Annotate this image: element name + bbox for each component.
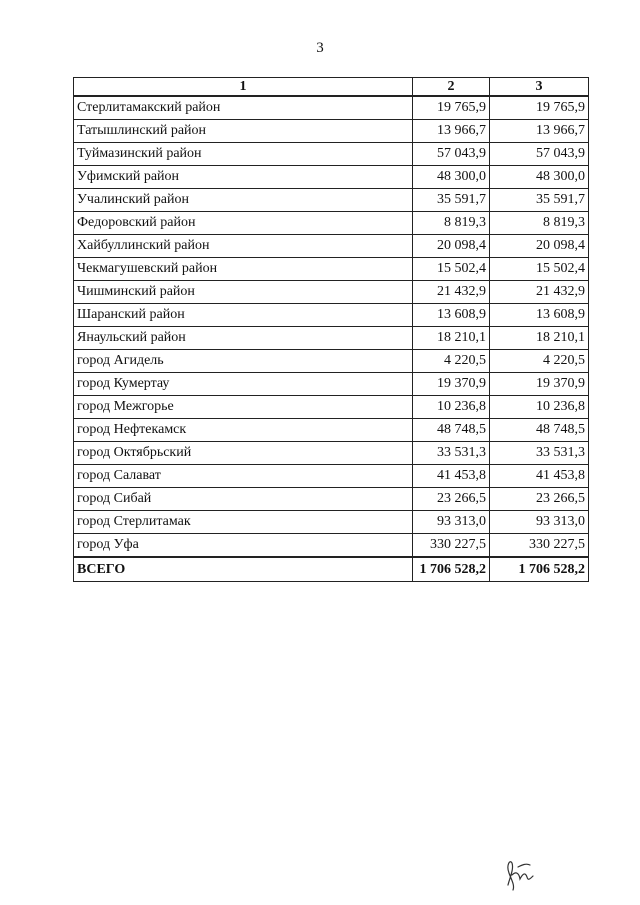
- row-value-col2: 57 043,9: [413, 143, 490, 166]
- row-name: город Межгорье: [74, 396, 413, 419]
- row-value-col2: 35 591,7: [413, 189, 490, 212]
- row-value-col2: 19 765,9: [413, 96, 490, 120]
- table-row: [74, 511, 589, 534]
- row-value-col3: 23 266,5: [490, 488, 589, 511]
- row-name: город Кумертау: [74, 373, 413, 396]
- row-name: Уфимский район: [74, 166, 413, 189]
- table-body: [74, 96, 589, 557]
- table-row: [74, 281, 589, 304]
- row-name: Чекмагушевский район: [74, 258, 413, 281]
- row-value-col3: 8 819,3: [490, 212, 589, 235]
- row-name: Татышлинский район: [74, 120, 413, 143]
- row-name: Туймазинский район: [74, 143, 413, 166]
- row-value-col3: 35 591,7: [490, 189, 589, 212]
- table-row: [74, 120, 589, 143]
- row-value-col3: 19 370,9: [490, 373, 589, 396]
- column-header-1: 1: [74, 78, 413, 97]
- row-value-col3: 330 227,5: [490, 534, 589, 558]
- budget-table: [73, 77, 589, 582]
- table-row: [74, 189, 589, 212]
- row-value-col3: 10 236,8: [490, 396, 589, 419]
- row-value-col3: 20 098,4: [490, 235, 589, 258]
- row-value-col2: 13 608,9: [413, 304, 490, 327]
- row-name: город Салават: [74, 465, 413, 488]
- row-value-col2: 15 502,4: [413, 258, 490, 281]
- row-value-col2: 19 370,9: [413, 373, 490, 396]
- row-value-col2: 10 236,8: [413, 396, 490, 419]
- row-value-col3: 19 765,9: [490, 96, 589, 120]
- table-row: [74, 534, 589, 558]
- row-value-col3: 4 220,5: [490, 350, 589, 373]
- table-row: [74, 235, 589, 258]
- row-value-col3: 21 432,9: [490, 281, 589, 304]
- column-header-3: 3: [490, 78, 589, 97]
- row-value-col3: 33 531,3: [490, 442, 589, 465]
- total-label: ВСЕГО: [74, 557, 413, 582]
- row-name: город Уфа: [74, 534, 413, 558]
- total-value-col3: 1 706 528,2: [490, 557, 589, 582]
- row-name: Янаульский район: [74, 327, 413, 350]
- handwritten-signature: [500, 855, 545, 893]
- table-row: [74, 442, 589, 465]
- table-row: [74, 419, 589, 442]
- table-row: [74, 327, 589, 350]
- row-value-col3: 18 210,1: [490, 327, 589, 350]
- table-row: [74, 304, 589, 327]
- table-row: [74, 166, 589, 189]
- row-name: Хайбуллинский район: [74, 235, 413, 258]
- row-name: Шаранский район: [74, 304, 413, 327]
- table-row: [74, 143, 589, 166]
- row-name: город Стерлитамак: [74, 511, 413, 534]
- row-value-col2: 41 453,8: [413, 465, 490, 488]
- row-value-col2: 48 748,5: [413, 419, 490, 442]
- row-value-col2: 20 098,4: [413, 235, 490, 258]
- row-value-col3: 15 502,4: [490, 258, 589, 281]
- row-value-col3: 93 313,0: [490, 511, 589, 534]
- row-name: Федоровский район: [74, 212, 413, 235]
- row-value-col2: 33 531,3: [413, 442, 490, 465]
- row-name: город Октябрьский: [74, 442, 413, 465]
- row-value-col2: 18 210,1: [413, 327, 490, 350]
- row-value-col2: 13 966,7: [413, 120, 490, 143]
- row-value-col2: 21 432,9: [413, 281, 490, 304]
- row-value-col2: 8 819,3: [413, 212, 490, 235]
- table-row: [74, 373, 589, 396]
- row-value-col3: 48 300,0: [490, 166, 589, 189]
- table-row: [74, 258, 589, 281]
- row-value-col2: 23 266,5: [413, 488, 490, 511]
- table-row: [74, 96, 589, 120]
- row-name: город Сибай: [74, 488, 413, 511]
- table-row: [74, 350, 589, 373]
- row-name: город Агидель: [74, 350, 413, 373]
- row-value-col2: 48 300,0: [413, 166, 490, 189]
- row-value-col3: 57 043,9: [490, 143, 589, 166]
- row-name: Учалинский район: [74, 189, 413, 212]
- page-number: 3: [316, 40, 324, 56]
- total-row: [74, 557, 589, 582]
- row-name: город Нефтекамск: [74, 419, 413, 442]
- row-value-col3: 13 608,9: [490, 304, 589, 327]
- row-value-col3: 48 748,5: [490, 419, 589, 442]
- table-row: [74, 212, 589, 235]
- total-value-col2: 1 706 528,2: [413, 557, 490, 582]
- row-value-col2: 4 220,5: [413, 350, 490, 373]
- row-name: Стерлитамакский район: [74, 96, 413, 120]
- table-row: [74, 396, 589, 419]
- row-value-col2: 93 313,0: [413, 511, 490, 534]
- column-header-2: 2: [413, 78, 490, 97]
- table-row: [74, 488, 589, 511]
- row-value-col2: 330 227,5: [413, 534, 490, 558]
- row-value-col3: 41 453,8: [490, 465, 589, 488]
- row-value-col3: 13 966,7: [490, 120, 589, 143]
- row-name: Чишминский район: [74, 281, 413, 304]
- table-row: [74, 465, 589, 488]
- table-header-row: [74, 78, 589, 97]
